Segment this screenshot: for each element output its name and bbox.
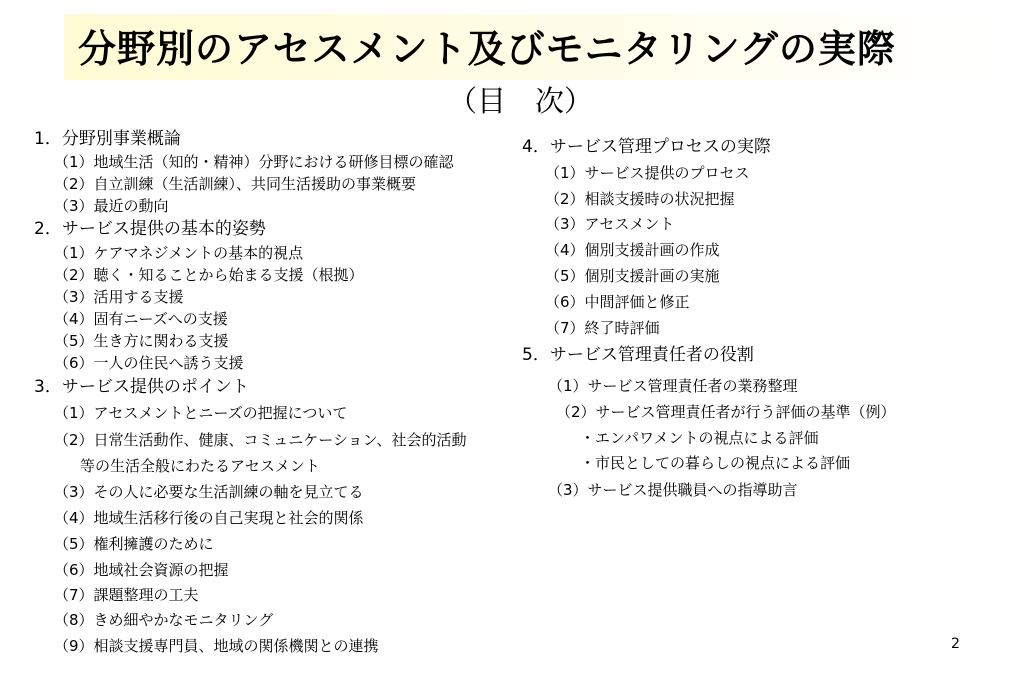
section-heading: 1．分野別事業概論 <box>34 129 181 149</box>
section-heading: 3．サービス提供のポイント <box>34 377 249 397</box>
list-item: （2）サービス管理責任者が行う評価の基準（例） <box>556 403 896 421</box>
list-item: （9）相談支援専門員、地域の関係機関との連携 <box>54 637 379 655</box>
section-heading: 4．サービス管理プロセスの実際 <box>522 137 771 157</box>
page-number: 2 <box>951 636 960 652</box>
list-item: （1）アセスメントとニーズの把握について <box>54 404 348 422</box>
section-heading: 5．サービス管理責任者の役割 <box>522 345 754 365</box>
list-item: （7）課題整理の工夫 <box>54 586 199 604</box>
list-item: （7）終了時評価 <box>545 319 660 337</box>
list-item: （2）聴く・知ることから始まる支援（根拠） <box>54 266 364 284</box>
list-item: （3）その人に必要な生活訓練の軸を見立てる <box>54 483 364 501</box>
list-item: （6）一人の住民へ誘う支援 <box>54 354 244 372</box>
section-heading: 2．サービス提供の基本的姿勢 <box>34 219 266 239</box>
list-item: （8）きめ細やかなモニタリング <box>54 611 274 629</box>
list-item: （4）地域生活移行後の自己実現と社会的関係 <box>54 509 364 527</box>
list-item: （6）地域社会資源の把握 <box>54 561 229 579</box>
list-item: （5）個別支援計画の実施 <box>545 267 720 285</box>
list-item: （3）活用する支援 <box>54 288 184 306</box>
list-item: （5）権利擁護のために <box>54 535 214 553</box>
list-item: （3）サービス提供職員への指導助言 <box>548 481 798 499</box>
list-item-continuation: 等の生活全般にわたるアセスメント <box>80 457 320 475</box>
page-subtitle: （目 次） <box>448 84 594 118</box>
list-item: （6）中間評価と修正 <box>545 293 690 311</box>
list-item: （1）地域生活（知的・精神）分野における研修目標の確認 <box>54 153 454 171</box>
list-item: （2）日常生活動作、健康、コミュニケーション、社会的活動 <box>54 431 467 449</box>
list-item: （4）固有ニーズへの支援 <box>54 310 228 328</box>
list-item: （4）個別支援計画の作成 <box>545 241 720 259</box>
list-item: （1）ケアマネジメントの基本的視点 <box>54 244 304 262</box>
list-item: （5）生き方に関わる支援 <box>54 332 229 350</box>
list-item: （2）相談支援時の状況把握 <box>545 190 735 208</box>
bullet-item: ・市民としての暮らしの視点による評価 <box>580 454 851 472</box>
list-item: （3）アセスメント <box>545 215 675 233</box>
bullet-item: ・エンパワメントの視点による評価 <box>580 429 819 447</box>
list-item: （2）自立訓練（生活訓練）、共同生活援助の事業概要 <box>54 175 417 193</box>
list-item: （1）サービス管理責任者の業務整理 <box>548 377 798 395</box>
page-title: 分野別のアセスメント及びモニタリングの実際 <box>78 27 896 71</box>
list-item: （3）最近の動向 <box>54 197 169 215</box>
list-item: （1）サービス提供のプロセス <box>545 164 750 182</box>
